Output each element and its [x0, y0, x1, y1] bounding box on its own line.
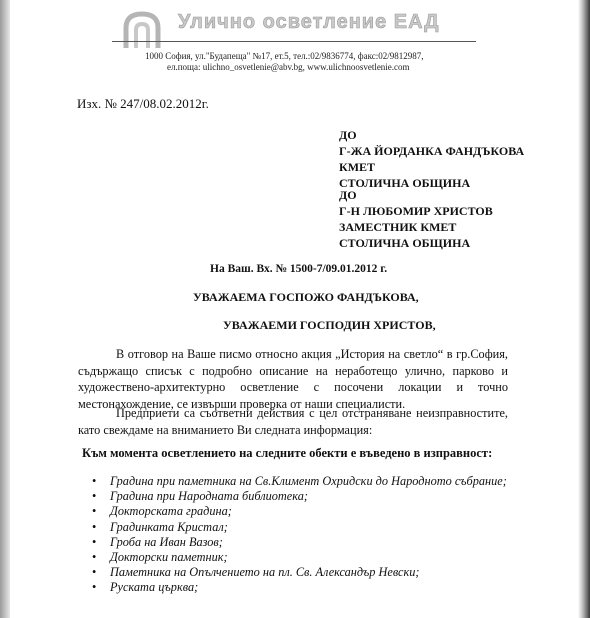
recipient-block-mayor [339, 127, 524, 191]
incoming-reference: На Ваш. Вх. № 1500-7/09.01.2012 г. [210, 263, 388, 275]
scan-edge-right [578, 0, 590, 618]
scan-edge-left [0, 0, 10, 618]
bullet-icon: • [92, 504, 97, 519]
bullet-icon: • [92, 519, 97, 534]
section-heading: Към момента осветлението на следните обекти е въведено в изправност: [82, 446, 493, 460]
header-rule [112, 41, 476, 42]
list-item: • Градинката Кристал; [92, 519, 228, 534]
list-item: • Докторски паметник; [92, 550, 228, 565]
list-item: • Гроба на Иван Вазов; [92, 534, 223, 549]
recipient-line: ДО [339, 188, 357, 202]
company-address: 1000 София, ул."Будапеща" №17, ет.5, тел.:02/9836774, факс:02/9812987, [145, 51, 424, 61]
recipient-line: ДО [339, 128, 357, 142]
bullet-icon: • [92, 565, 97, 580]
outgoing-reference: Изх. № 247/08.02.2012г. [77, 96, 209, 111]
list-item: • Градина при Народната библиотека; [92, 489, 308, 504]
recipient-line: ЗАМЕСТНИК КМЕТ [339, 220, 457, 234]
recipient-line: СТОЛИЧНА ОБЩИНА [339, 176, 471, 190]
bullet-icon: • [92, 550, 97, 565]
bullet-icon: • [92, 580, 97, 595]
recipient-line: КМЕТ [339, 160, 376, 174]
recipient-block-deputy [339, 187, 493, 251]
list-item: • Руската църква; [92, 580, 199, 595]
greeting-deputy: УВАЖАЕМИ ГОСПОДИН ХРИСТОВ, [223, 318, 436, 332]
recipient-line: СТОЛИЧНА ОБЩИНА [339, 236, 471, 250]
company-name: Улично осветление ЕАД [178, 11, 440, 33]
greeting-mayor: УВАЖАЕМА ГОСПОЖО ФАНДЪКОВА, [193, 290, 419, 304]
body-paragraph: Предприети са съответни действия с цел отстраняване неизправностите, като свеждаме на вниманието Ви следната информация: [78, 406, 508, 437]
list-item: • Докторската градина; [92, 504, 232, 519]
company-logo-icon [112, 10, 176, 50]
body-paragraph: В отговор на Ваше писмо относно акция „История на светло“ в гр.София, съдържащо списък с подробно описание на неработещо улично, парково и художествено-архитектурно осветление с посочени локации и точно местонахождение, се извърши проверка от наши специалисти. [78, 347, 508, 411]
recipient-line: Г-Н ЛЮБОМИР ХРИСТОВ [339, 204, 493, 218]
company-contacts: ел.поща: ulichno_osvetlenie@abv.bg, www.ulichnoosvetlenie.com [167, 62, 410, 72]
bullet-icon: • [92, 489, 97, 504]
bullet-icon: • [92, 534, 97, 549]
list-item: • Паметника на Опълчението на пл. Св. Александър Невски; [92, 565, 420, 580]
bullet-icon: • [92, 474, 97, 488]
recipient-line: Г-ЖА ЙОРДАНКА ФАНДЪКОВА [339, 144, 525, 158]
repaired-sites-list [90, 474, 520, 596]
list-item: • Градина при паметника на Св.Климент Охридски до Народното събрание; [92, 474, 507, 488]
